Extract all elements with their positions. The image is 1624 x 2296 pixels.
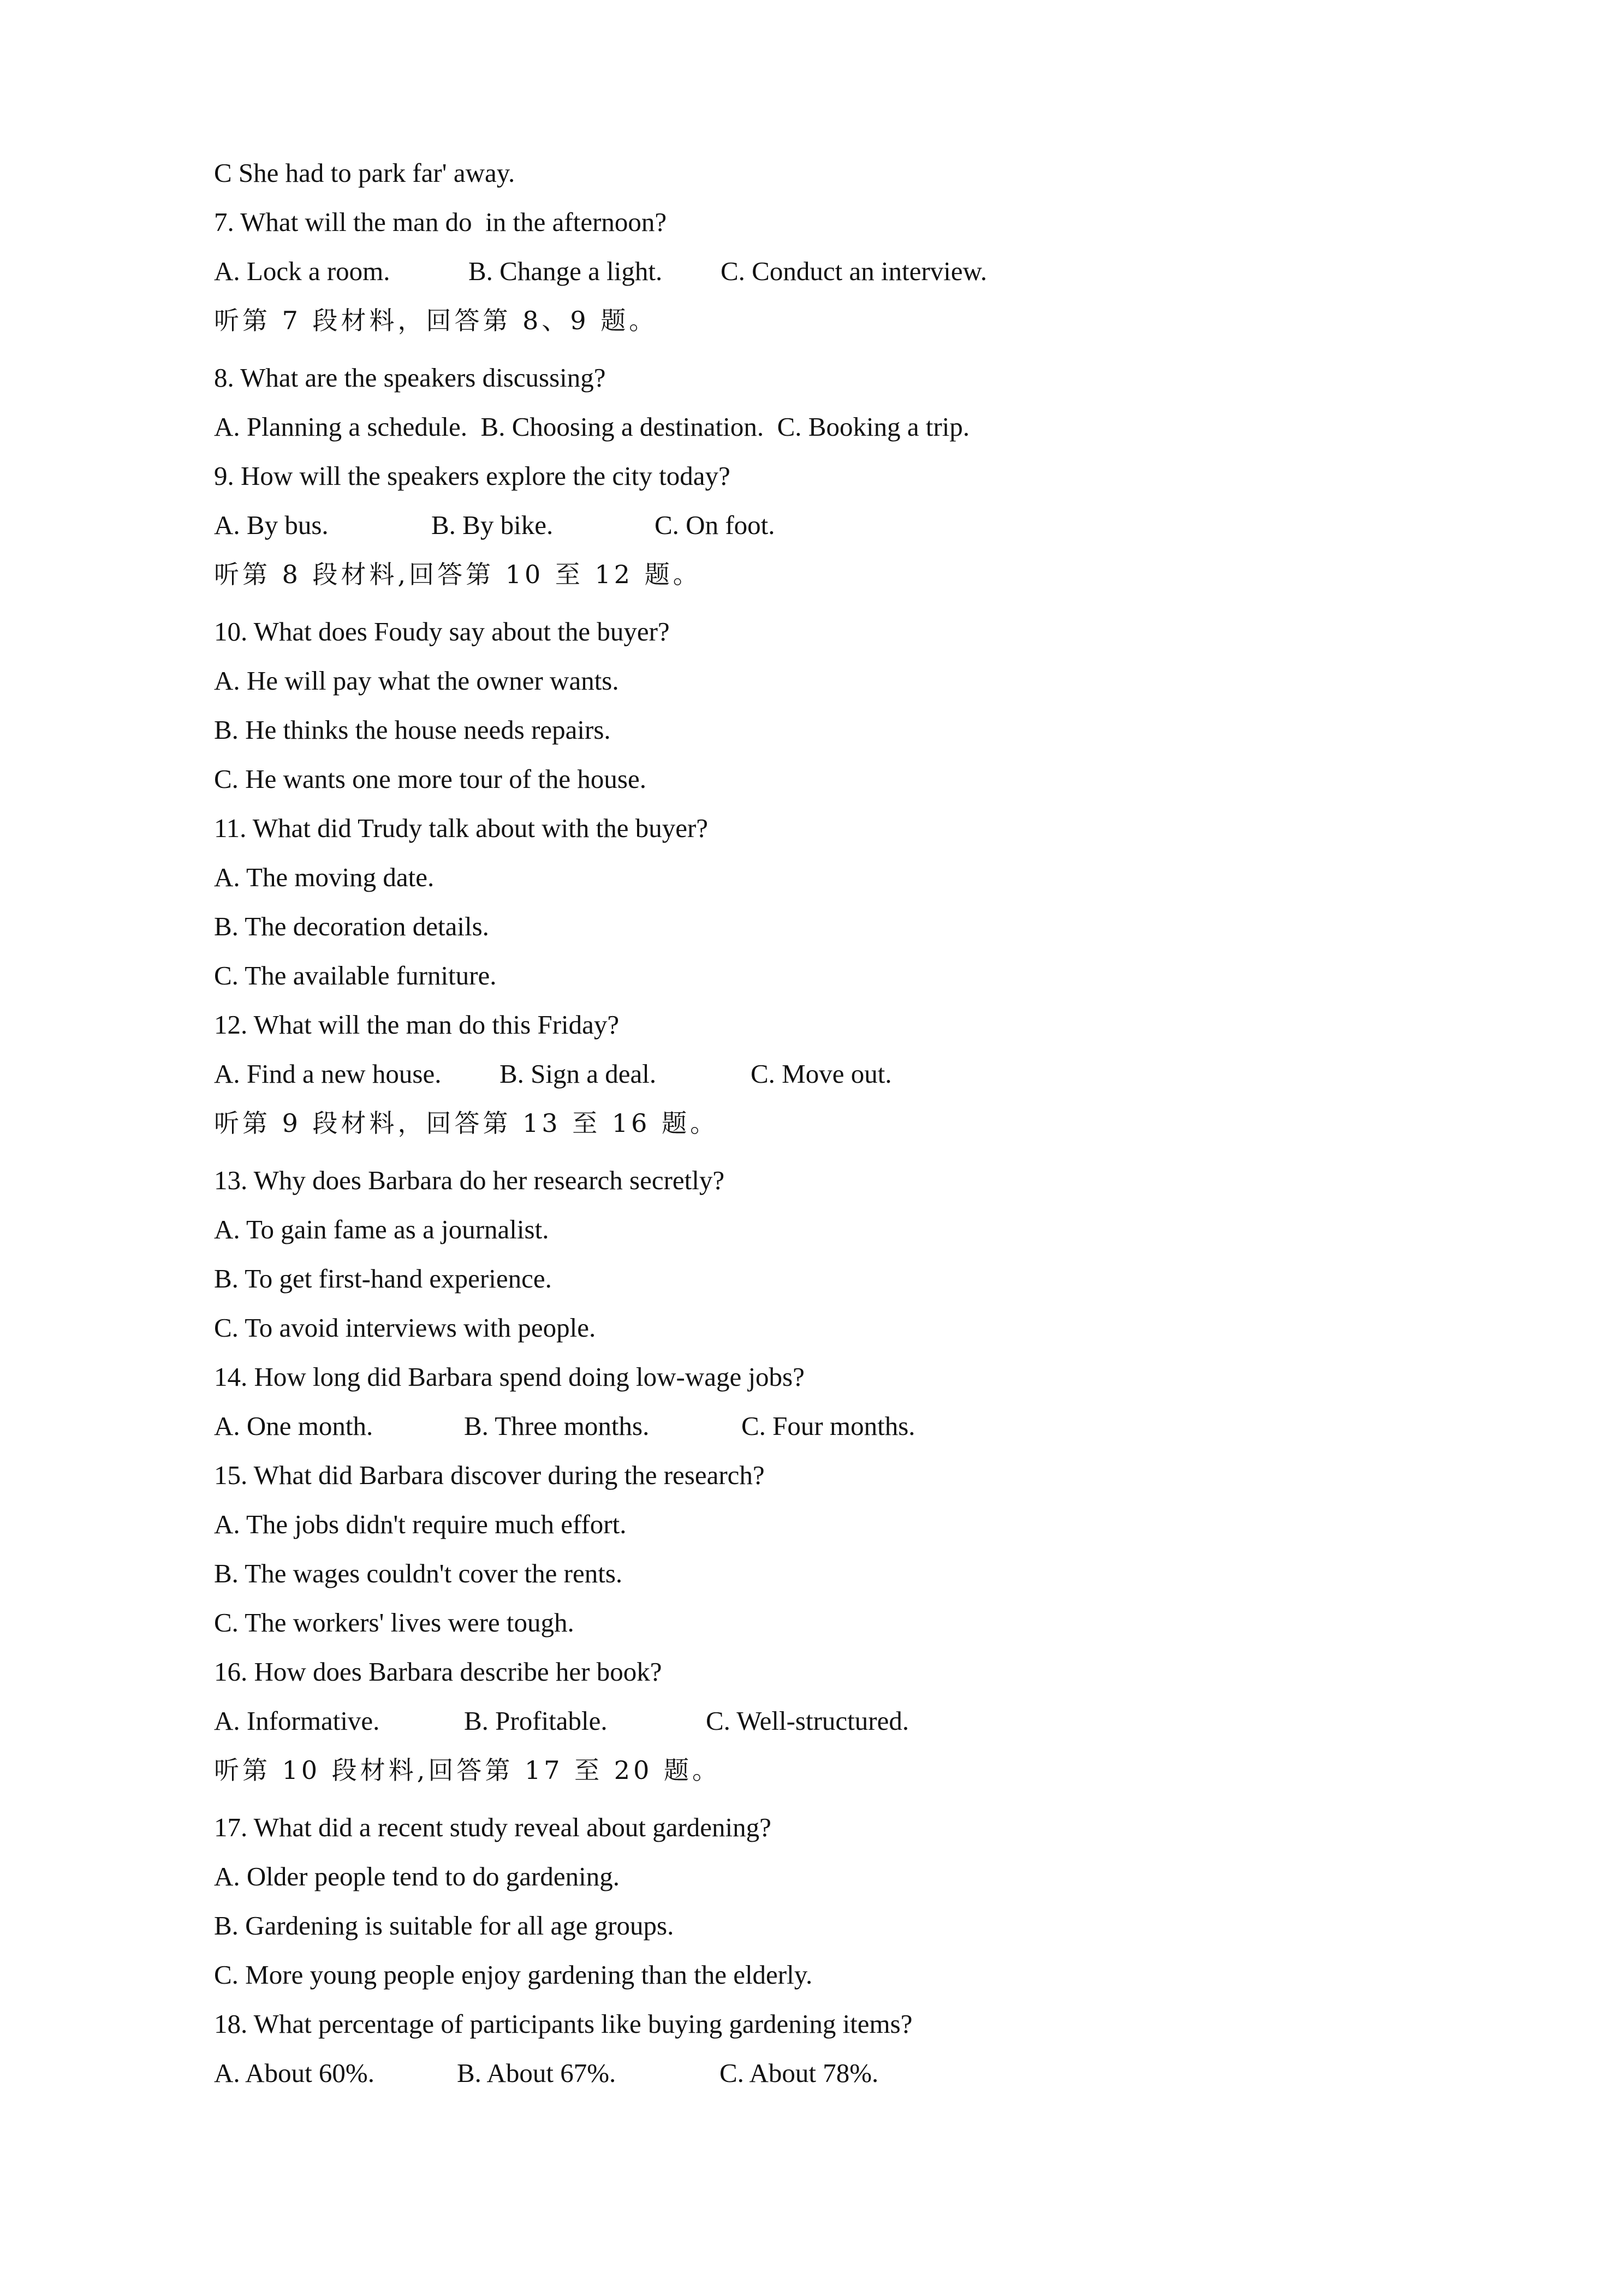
option-c: C. He wants one more tour of the house. (214, 764, 646, 794)
question-9-options (214, 509, 1306, 542)
option-c: C. Conduct an interview. (721, 256, 988, 286)
option-c: C. About 78%. (719, 2058, 879, 2088)
option-a: A. To gain fame as a journalist. (214, 1214, 549, 1244)
question-14-options (214, 1410, 1306, 1443)
option-b: B. Profitable. (464, 1706, 608, 1736)
option-b: B. He thinks the house needs repairs. (214, 715, 611, 745)
option-a: A. One month. (214, 1411, 373, 1441)
option-b: B. To get first-hand experience. (214, 1263, 552, 1294)
option-b: B. About 67%. (457, 2058, 616, 2088)
section-heading: 听第 10 段材料,回答第 17 至 20 题。 (214, 1755, 721, 1785)
question-12-options (214, 1058, 1306, 1090)
question-9: 9. How will the speakers explore the city today? (214, 461, 730, 491)
section-heading: 听第 9 段材料，回答第 13 至 16 题。 (214, 1108, 719, 1138)
option-c: C. Move out. (751, 1059, 892, 1089)
option-a: A. The jobs didn't require much effort. (214, 1509, 627, 1539)
question-7-options (214, 255, 1306, 288)
question-15: 15. What did Barbara discover during the research? (214, 1460, 765, 1490)
option-a: A. Informative. (214, 1706, 380, 1736)
option-c: C. Well-structured. (706, 1706, 909, 1736)
option-b: B. Three months. (464, 1411, 650, 1441)
option-a: A. Find a new house. (214, 1059, 442, 1089)
section-heading: 听第 7 段材料，回答第 8、9 题。 (214, 306, 658, 335)
option-a: A. Older people tend to do gardening. (214, 1861, 620, 1891)
option-c: C. More young people enjoy gardening than the elderly. (214, 1960, 813, 1990)
option-c: C. On foot. (655, 510, 775, 540)
option-b: B. The wages couldn't cover the rents. (214, 1558, 623, 1588)
option-a: A. Lock a room. (214, 256, 390, 286)
question-16-options (214, 1705, 1306, 1737)
option-a: A. About 60%. (214, 2058, 374, 2088)
question-8: 8. What are the speakers discussing? (214, 363, 606, 393)
question-16: 16. How does Barbara describe her book? (214, 1657, 662, 1687)
option-a: A. The moving date. (214, 862, 435, 892)
option-text: C She had to park far' away. (214, 158, 515, 188)
question-14: 14. How long did Barbara spend doing low-wage jobs? (214, 1362, 805, 1392)
option-c: C. The workers' lives were tough. (214, 1607, 574, 1638)
option-b: B. Change a light. (468, 256, 663, 286)
option-a: A. He will pay what the owner wants. (214, 666, 619, 696)
question-11: 11. What did Trudy talk about with the buyer? (214, 813, 709, 843)
question-7: 7. What will the man do in the afternoon? (214, 207, 667, 237)
option-c: C. The available furniture. (214, 960, 497, 990)
question-18: 18. What percentage of participants like buying gardening items? (214, 2009, 913, 2039)
option-a: A. By bus. (214, 510, 329, 540)
question-18-options (214, 2057, 1306, 2090)
option-b: B. Sign a deal. (499, 1059, 657, 1089)
section-heading: 听第 8 段材料,回答第 10 至 12 题。 (214, 560, 701, 589)
question-10: 10. What does Foudy say about the buyer? (214, 616, 670, 646)
option-b: B. Gardening is suitable for all age groups. (214, 1911, 674, 1941)
option-b: B. By bike. (431, 510, 554, 540)
question-12: 12. What will the man do this Friday? (214, 1010, 620, 1040)
question-13: 13. Why does Barbara do her research secretly? (214, 1165, 725, 1195)
option-b: B. The decoration details. (214, 911, 489, 941)
question-8-options: A. Planning a schedule. B. Choosing a destination. C. Booking a trip. (214, 412, 970, 442)
option-c: C. Four months. (741, 1411, 915, 1441)
option-c: C. To avoid interviews with people. (214, 1313, 596, 1343)
question-17: 17. What did a recent study reveal about gardening? (214, 1812, 771, 1842)
